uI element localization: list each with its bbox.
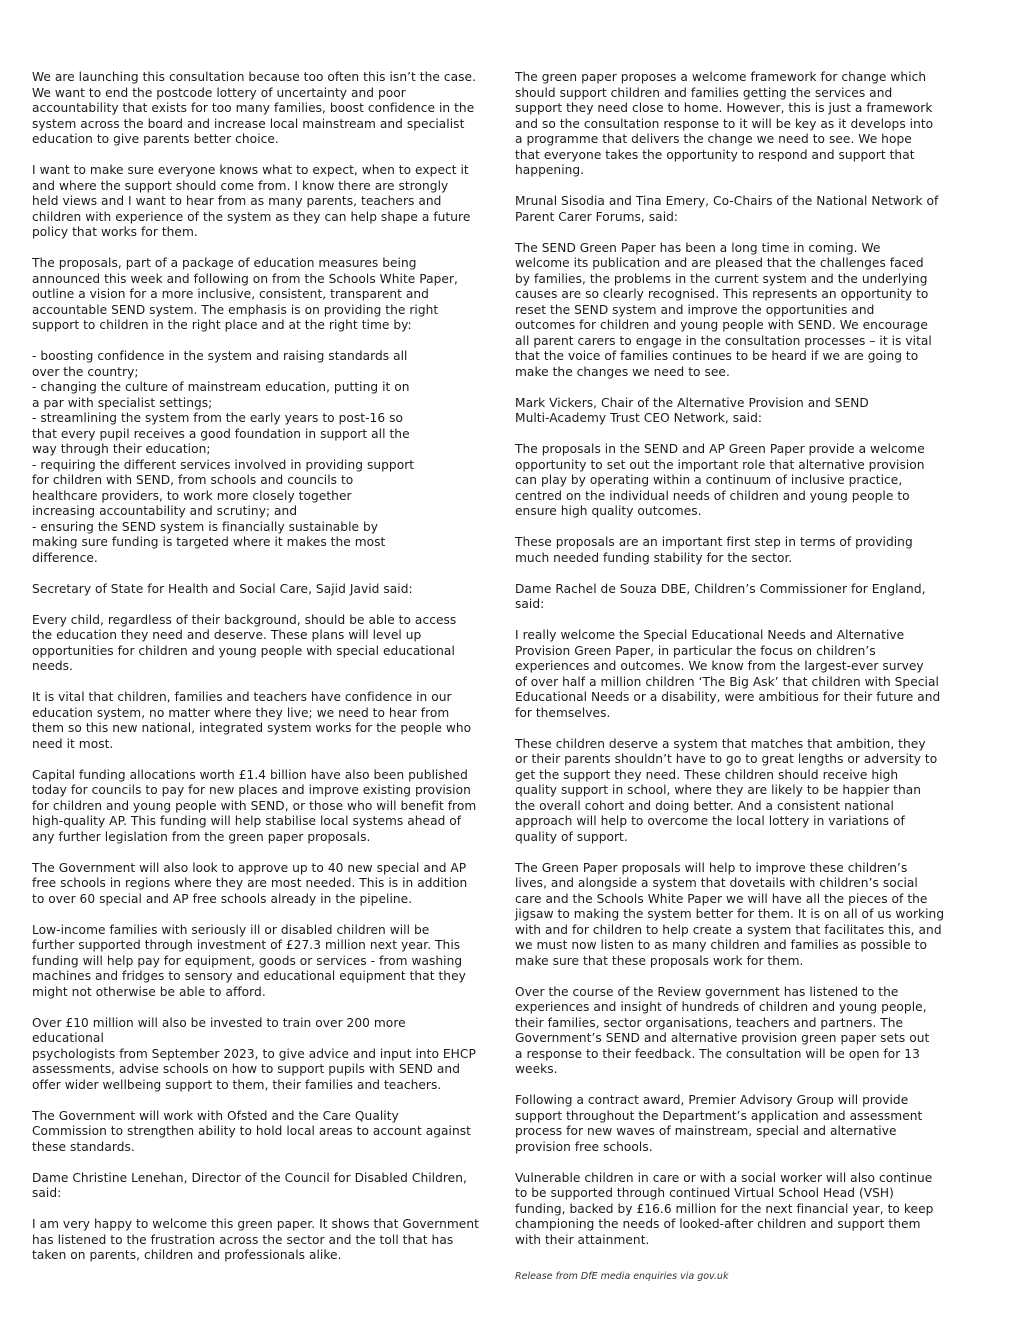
- paragraph: Mrunal Sisodia and Tina Emery, Co-Chairs of the National Network of Parent Carer Forums, said:: [515, 194, 939, 224]
- list-item: - requiring the different services involved in providing support for children with SEND, from schools and councils to healthcare providers, to work more closely together increasing accountability and scrutiny; and: [32, 457, 415, 518]
- paragraph: Over the course of the Review government has listened to the experiences and insight of hundreds of children and young people, their families, sector organisations, teachers and partners. The Government’s SEND and alternative provision green paper sets out a response to their feedback. The consultation will be open for 13 weeks.: [515, 984, 930, 1076]
- paragraph: The Government will work with Ofsted and the Care Quality Commission to strengthen ability to hold local areas to account against these standards.: [32, 1108, 471, 1154]
- paragraph: Vulnerable children in care or with a social worker will also continue to be supported through continued Virtual School Head (VSH) funding, backed by £16.6 million for the next financial year, to keep championing the needs of looked-after children and support them with their attainment.: [515, 1170, 934, 1247]
- list-item: - boosting confidence in the system and raising standards all over the country;: [32, 349, 408, 379]
- paragraph: The proposals, part of a package of education measures being announced this week and following on from the Schools White Paper, outline a vision for a more inclusive, consistent, transparent and accountable SEND system. The emphasis is on providing the right support to children in the right place and at the right time by:: [32, 256, 458, 332]
- source-note: Release from DfE media enquiries via gov.uk: [515, 1271, 729, 1282]
- list-item: - changing the culture of mainstream education, putting it on a par with specialist settings;: [32, 380, 410, 410]
- paragraph: Dame Rachel de Souza DBE, Children’s Commissioner for England, said:: [515, 581, 926, 611]
- paragraph: The green paper proposes a welcome framework for change which should support children and families getting the services and support they need close to home. However, this is just a framework and so the consultation response to it will be key as it develops into a programme that delivers the change we need to see. We hope that everyone takes the opportunity to respond and support that happening.: [515, 70, 934, 177]
- right-column: [515, 70, 945, 1264]
- measures-list: [32, 349, 480, 566]
- paragraph: The Government will also look to approve up to 40 new special and AP free schools in regions where they are most needed. This is in addition to over 60 special and AP free schools already in the pipeline.: [32, 860, 468, 906]
- paragraph: These proposals are an important first step in terms of providing much needed funding stability for the sector.: [515, 535, 913, 565]
- paragraph: I really welcome the Special Educational Needs and Alternative Provision Green Paper, in particular the focus on children’s experiences and outcomes. We know from the largest-ever survey of over half a million children ‘The Big Ask’ that children with Special Educational Needs or a disability, were ambitious for their future and for themselves.: [515, 628, 941, 720]
- paragraph: I want to make sure everyone knows what to expect, when to expect it and where the support should come from. I know there are strongly held views and I want to hear from as many parents, teachers and children with experience of the system as they can help shape a future policy that works for them.: [32, 163, 471, 239]
- paragraph: It is vital that children, families and teachers have confidence in our education system, no matter where they live; we need to hear from them so this new national, integrated system works for the people who need it most.: [32, 690, 472, 751]
- paragraph: Every child, regardless of their background, should be able to access the education they need and deserve. These plans will level up opportunities for children and young people with special educational needs.: [32, 612, 457, 673]
- paragraph: Mark Vickers, Chair of the Alternative Provision and SEND Multi-Academy Trust CEO Network, said:: [515, 395, 869, 425]
- paragraph: Dame Christine Lenehan, Director of the Council for Disabled Children, said:: [32, 1170, 467, 1200]
- paragraph: The SEND Green Paper has been a long time in coming. We welcome its publication and are pleased that the challenges faced by families, the problems in the current system and the underlying causes are so clearly recognised. This represents an opportunity to reset the SEND system and improve the opportunities and outcomes for children and young people with SEND. We encourage all parent carers to engage in the consultation processes – it is vital that the voice of families continues to be heard if we are going to make the changes we need to see.: [515, 240, 932, 379]
- list-item: - streamlining the system from the early years to post-16 so that every pupil receives a good foundation in support all the way through their education;: [32, 411, 410, 456]
- paragraph: Low-income families with seriously ill or disabled children will be further supported through investment of £27.3 million next year. This funding will help pay for equipment, goods or services - from washing machines and fridges to sensory and educational equipment that they might not otherwise be able to afford.: [32, 922, 466, 999]
- paragraph: These children deserve a system that matches that ambition, they or their parents shouldn’t have to go to great lengths or adversity to get the support they need. These children should receive high quality support in school, where they are likely to be happier than the overall cohort and doing better. And a consistent national approach will help to overcome the local lottery in variations of quality of support.: [515, 736, 938, 844]
- paragraph: Over £10 million will also be invested to train over 200 more educational psychologists from September 2023, to give advice and input into EHCP assessments, advise schools on how to support pupils with SEND and offer wider wellbeing support to them, their families and teachers.: [32, 1015, 476, 1092]
- paragraph: I am very happy to welcome this green paper. It shows that Government has listened to the frustration across the sector and the toll that has taken on parents, children and professionals alike.: [32, 1217, 479, 1262]
- list-item: - ensuring the SEND system is financially sustainable by making sure funding is targeted where it makes the most difference.: [32, 519, 386, 565]
- paragraph: Secretary of State for Health and Social Care, Sajid Javid said:: [32, 581, 413, 596]
- left-column: [32, 70, 480, 1279]
- paragraph: Capital funding allocations worth £1.4 billion have also been published today for councils to pay for new places and improve existing provision for children and young people with SEND, or those who will benefit from high-quality AP. This funding will help stabilise local systems ahead of any further legislation from the green paper proposals.: [32, 767, 477, 844]
- paragraph: The Green Paper proposals will help to improve these children’s lives, and alongside a system that dovetails with children’s social care and the Schools White Paper we will have all the pieces of the jigsaw to making the system better for them. It is on all of us working with and for children to help create a system that facilitates this, and we must now listen to as many children and families as possible to make sure that these proposals work for them.: [515, 860, 945, 968]
- paragraph: We are launching this consultation because too often this isn’t the case. We want to end the postcode lottery of uncertainty and poor accountability that exists for too many families, boost confidence in the system across the board and increase local mainstream and specialist education to give parents better choice.: [32, 70, 476, 146]
- paragraph: Following a contract award, Premier Advisory Group will provide support throughout the Department’s application and assessment process for new waves of mainstream, special and alternative provision free schools.: [515, 1093, 923, 1154]
- paragraph: The proposals in the SEND and AP Green Paper provide a welcome opportunity to set out the important role that alternative provision can play by operating within a continuum of inclusive practice, centred on the individual needs of children and young people to ensure high quality outcomes.: [515, 442, 925, 518]
